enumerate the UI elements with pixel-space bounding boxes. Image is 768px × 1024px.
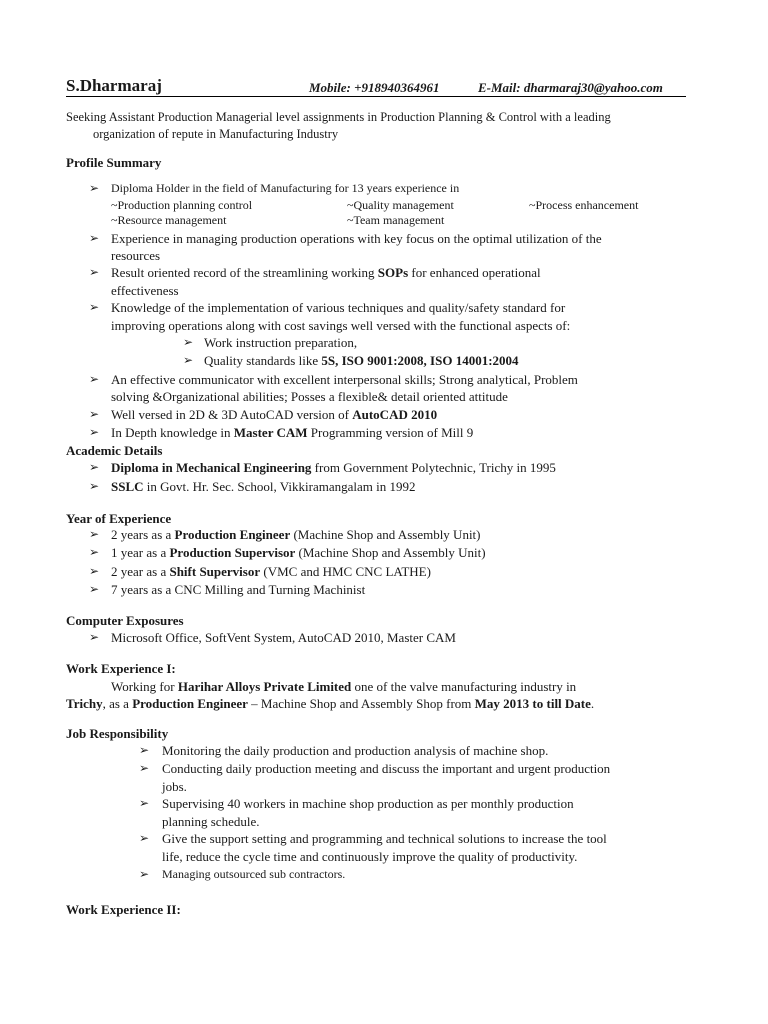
profile-bullet-5-cont: solving &Organizational abilities; Posses a flexible& detail oriented attitude: [111, 389, 508, 404]
job-item-2-cont: jobs.: [162, 779, 187, 794]
bullet-arrow-icon: ➢: [89, 460, 100, 474]
profile-bullet-3: Result oriented record of the streamlining working SOPs for enhanced operational: [111, 265, 541, 280]
profile-bullet-1: Diploma Holder in the field of Manufacturing for 13 years experience in: [111, 181, 460, 195]
profile-summary-heading: Profile Summary: [66, 155, 162, 170]
bullet-arrow-icon: ➢: [89, 407, 100, 421]
profile-bullet-2: Experience in managing production operations with key focus on the optimal utilization of the: [111, 231, 602, 246]
profile-bullet-2-cont: resources: [111, 248, 161, 263]
year-item-3: 2 year as a Shift Supervisor (VMC and HMC CNC LATHE): [111, 564, 431, 579]
bullet-arrow-icon: ➢: [89, 372, 100, 386]
sub-bullet-2: Quality standards like 5S, ISO 9001:2008, ISO 14001:2004: [204, 353, 519, 368]
job-item-2: Conducting daily production meeting and discuss the important and urgent production: [162, 761, 611, 776]
bullet-arrow-icon: ➢: [139, 867, 150, 881]
skill-item: ~Quality management: [347, 198, 454, 212]
profile-bullet-4: Knowledge of the implementation of various techniques and quality/safety standard for: [111, 300, 566, 315]
profile-bullet-7: In Depth knowledge in Master CAM Programming version of Mill 9: [111, 425, 474, 440]
bullet-arrow-icon: ➢: [89, 630, 100, 644]
bullet-arrow-icon: ➢: [89, 545, 100, 559]
bullet-arrow-icon: ➢: [89, 265, 100, 279]
bullet-arrow-icon: ➢: [89, 564, 100, 578]
bullet-arrow-icon: ➢: [89, 479, 100, 493]
bullet-arrow-icon: ➢: [139, 761, 150, 775]
bullet-arrow-icon: ➢: [89, 300, 100, 314]
profile-bullet-6: Well versed in 2D & 3D AutoCAD version of AutoCAD 2010: [111, 407, 438, 422]
job-item-3-cont: planning schedule.: [162, 814, 260, 829]
skill-item: ~Production planning control: [111, 198, 253, 212]
work-experience-1-heading: Work Experience I:: [66, 661, 176, 676]
candidate-name: S.Dharmaraj: [66, 76, 162, 95]
objective-line-1: Seeking Assistant Production Managerial level assignments in Production Planning & Control with a leading: [66, 110, 611, 124]
job-item-4-cont: life, reduce the cycle time and continuously improve the quality of productivity.: [162, 849, 578, 864]
objective-line-2: organization of repute in Manufacturing Industry: [93, 127, 339, 141]
bullet-arrow-icon: ➢: [89, 181, 100, 195]
email-address: E-Mail: dharmaraj30@yahoo.com: [478, 80, 663, 95]
skill-item: ~Team management: [347, 213, 445, 227]
bullet-arrow-icon: ➢: [183, 335, 194, 349]
work-1-line-2: Trichy, as a Production Engineer – Machine Shop and Assembly Shop from May 2013 to till Date.: [66, 696, 595, 711]
bullet-arrow-icon: ➢: [139, 796, 150, 810]
bullet-arrow-icon: ➢: [89, 582, 100, 596]
academic-item-2: SSLC in Govt. Hr. Sec. School, Vikkiramangalam in 1992: [111, 479, 416, 494]
academic-item-1: Diploma in Mechanical Engineering from Government Polytechnic, Trichy in 1995: [111, 460, 556, 475]
bullet-arrow-icon: ➢: [89, 425, 100, 439]
academic-heading: Academic Details: [66, 443, 163, 458]
job-item-1: Monitoring the daily production and production analysis of machine shop.: [162, 743, 549, 758]
job-item-5: Managing outsourced sub contractors.: [162, 867, 346, 881]
sub-bullet-1: Work instruction preparation,: [204, 335, 358, 350]
mobile-number: Mobile: +918940364961: [309, 80, 440, 95]
header-rule: [66, 96, 686, 97]
bullet-arrow-icon: ➢: [183, 353, 194, 367]
profile-bullet-5: An effective communicator with excellent interpersonal skills; Strong analytical, Problem: [111, 372, 578, 387]
profile-bullet-3-cont: effectiveness: [111, 283, 179, 298]
skill-item: ~Resource management: [111, 213, 227, 227]
work-experience-2-heading: Work Experience II:: [66, 902, 181, 917]
year-item-2: 1 year as a Production Supervisor (Machine Shop and Assembly Unit): [111, 545, 486, 560]
year-item-1: 2 years as a Production Engineer (Machine Shop and Assembly Unit): [111, 527, 481, 542]
bullet-arrow-icon: ➢: [89, 231, 100, 245]
job-responsibility-heading: Job Responsibility: [66, 726, 169, 741]
bullet-arrow-icon: ➢: [139, 831, 150, 845]
skill-item: ~Process enhancement: [529, 198, 639, 212]
years-heading: Year of Experience: [66, 511, 172, 526]
work-1-line-1: Working for Harihar Alloys Private Limited one of the valve manufacturing industry in: [111, 679, 577, 694]
job-item-4: Give the support setting and programming and technical solutions to increase the tool: [162, 831, 607, 846]
bullet-arrow-icon: ➢: [139, 743, 150, 757]
job-item-3: Supervising 40 workers in machine shop production as per monthly production: [162, 796, 574, 811]
computer-heading: Computer Exposures: [66, 613, 184, 628]
year-item-4: 7 years as a CNC Milling and Turning Machinist: [111, 582, 366, 597]
bullet-arrow-icon: ➢: [89, 527, 100, 541]
computer-item-1: Microsoft Office, SoftVent System, AutoCAD 2010, Master CAM: [111, 630, 456, 645]
profile-bullet-4-cont: improving operations along with cost savings well versed with the functional aspects of:: [111, 318, 571, 333]
